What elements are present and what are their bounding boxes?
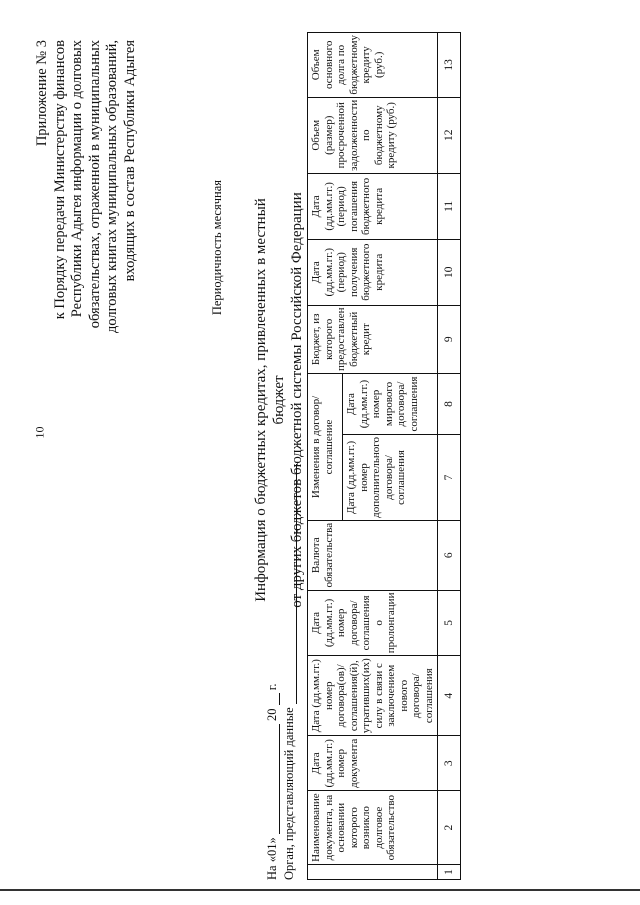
column-number: 11 <box>438 173 461 239</box>
column-number: 5 <box>438 590 461 656</box>
column-number: 4 <box>438 656 461 736</box>
credits-table <box>307 32 461 880</box>
header-cell-12: Объем (размер) просроченной задолженности по бюджетному кредиту (руб.) <box>308 97 438 173</box>
column-number: 2 <box>438 791 461 865</box>
header-cell-9: Бюджет, из которого предоставлен бюджетный кредит <box>308 305 438 374</box>
org-line <box>282 464 297 880</box>
header-row-1 <box>308 33 343 880</box>
column-number: 9 <box>438 305 461 374</box>
header-cell-7: Дата (дд.мм.гг.) номер дополнительного договора/ соглашения <box>343 434 438 520</box>
header-cell-5: Дата (дд.мм.гг.) номер договора/ соглашения о пролонгации <box>308 590 438 656</box>
column-number-row <box>438 33 461 880</box>
appendix-line: к Порядку передачи Министерству финансов <box>51 40 68 320</box>
rotated-page-content <box>32 30 602 880</box>
column-number: 10 <box>438 239 461 305</box>
date-month-blank <box>267 724 280 834</box>
header-cell-4: Дата (дд.мм.гг.) номер договора(ов)/ соглашения(й), утративших(их) силу в связи с заключением нового договора/соглашения <box>308 656 438 736</box>
appendix-line: Приложение № 3 <box>34 40 50 147</box>
date-year-blank <box>267 693 280 705</box>
header-cell-10: Дата (дд.мм.гг.) (период) получения бюджетного кредита <box>308 239 438 305</box>
column-number: 1 <box>438 864 461 879</box>
header-cell-2: Наименование документа, на основании которого возникло долговое обязательство <box>308 791 438 865</box>
column-number: 13 <box>438 33 461 98</box>
header-group-changes: Изменения в договор/соглашение <box>308 374 343 521</box>
date-year: 20 <box>265 708 279 722</box>
scan-edge-line <box>0 889 640 891</box>
appendix-line: Республики Адыгея информации о долговых <box>69 40 85 318</box>
appendix-line: входящих в состав Республики Адыгея <box>121 40 138 282</box>
title-line-1: Информация о бюджетных кредитах, привлеченных в местный бюджет <box>253 198 287 602</box>
appendix-header <box>34 40 139 460</box>
periodicity: Периодичность месячная <box>210 180 224 316</box>
column-number: 3 <box>438 736 461 791</box>
report-date-line <box>265 683 280 880</box>
column-number: 12 <box>438 97 461 173</box>
header-cell-8: Дата (дд.мм.гг.) номер мирового договора/ соглашения <box>343 374 438 435</box>
date-suffix: г. <box>265 683 279 691</box>
org-label: Орган, представляющий данные <box>282 707 296 880</box>
header-cell-13: Объем основного долга по бюджетному кредиту (руб.) <box>308 33 438 98</box>
page-number: 10 <box>32 426 47 439</box>
org-blank <box>284 464 297 704</box>
appendix-line: долговых книгах муниципальных образований, <box>104 40 120 334</box>
column-number: 6 <box>438 520 461 590</box>
document-title <box>252 180 306 620</box>
header-cell-3: Дата (дд.мм.гг.) номер документа <box>308 736 438 791</box>
header-cell-11: Дата (дд.мм.гг.) (период) погашения бюджетного кредита <box>308 173 438 239</box>
column-number: 8 <box>438 374 461 435</box>
header-cell-6: Валюта обязательства <box>308 520 438 590</box>
appendix-line: обязательствах, отраженной в муниципальных <box>86 40 103 329</box>
column-number: 7 <box>438 434 461 520</box>
header-cell-1 <box>308 864 438 879</box>
date-prefix: На «01» <box>265 837 279 880</box>
title-line-2: от других бюджетов бюджетной системы Российской Федерации <box>289 192 305 608</box>
